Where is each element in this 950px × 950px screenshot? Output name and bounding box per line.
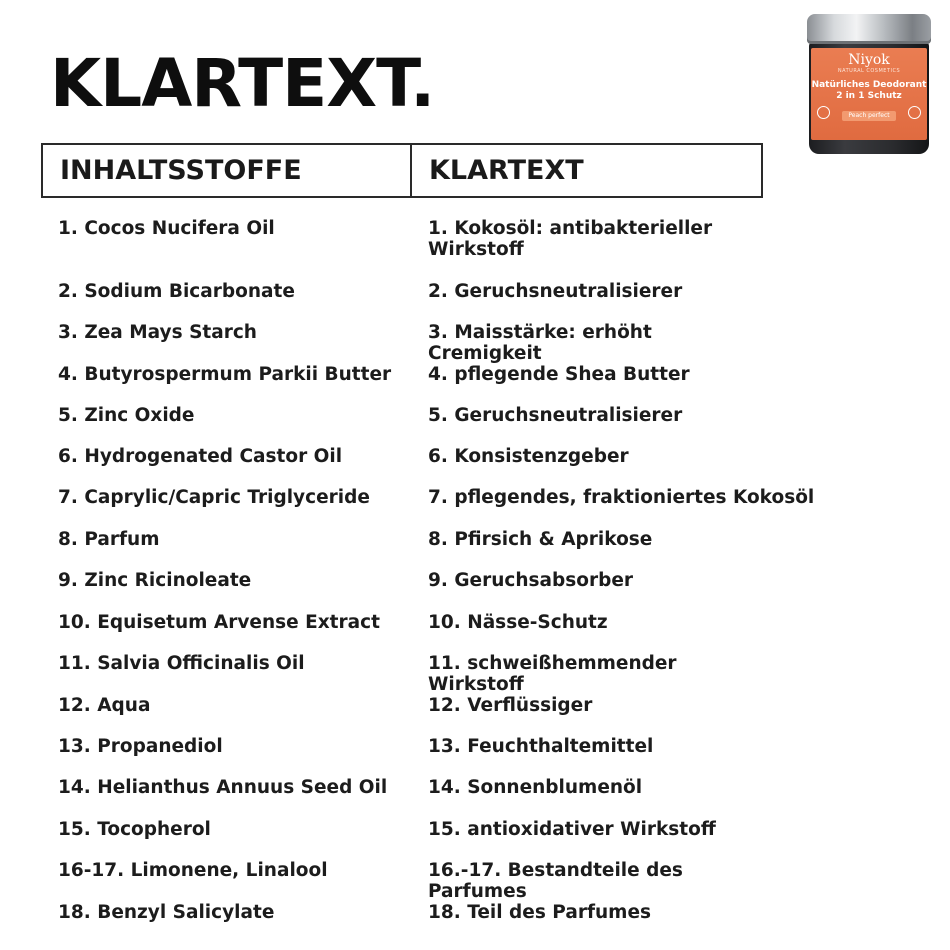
explanation-cell: 12. Verflüssiger [428,695,593,716]
ingredient-cell: 8. Parfum [58,529,160,550]
ingredient-cell: 11. Salvia Officinalis Oil [58,653,305,674]
column-header-explanation: KLARTEXT [429,155,584,186]
explanation-cell: 14. Sonnenblumenöl [428,777,643,798]
jar-product-name: Natürliches Deodorant [811,80,927,90]
explanation-cell: 11. schweißhemmender Wirkstoff [428,653,677,695]
jar-brand-text: Niyok [848,52,890,68]
explanation-cell: 18. Teil des Parfumes [428,902,652,923]
ingredient-cell: 9. Zinc Ricinoleate [58,570,252,591]
explanation-cell: 10. Nässe-Schutz [428,612,608,633]
ingredient-cell: 14. Helianthus Annuus Seed Oil [58,777,388,798]
explanation-cell: 16.-17. Bestandteile des Parfumes [428,860,683,902]
page-title: KLARTEXT. [50,45,435,122]
ingredient-cell: 15. Tocopherol [58,819,211,840]
ingredient-cell: 12. Aqua [58,695,151,716]
explanation-cell: 5. Geruchsneutralisierer [428,405,683,426]
explanation-cell: 1. Kokosöl: antibakterieller Wirkstoff [428,218,713,260]
explanation-cell: 4. pflegende Shea Butter [428,364,690,385]
ingredient-cell: 3. Zea Mays Starch [58,322,257,343]
ingredient-cell: 4. Butyrospermum Parkii Butter [58,364,392,385]
explanation-cell: 9. Geruchsabsorber [428,570,633,591]
ingredient-cell: 16-17. Limonene, Linalool [58,860,328,881]
explanation-cell: 6. Konsistenzgeber [428,446,629,467]
ingredient-cell: 2. Sodium Bicarbonate [58,281,295,302]
ingredient-cell: 13. Propanediol [58,736,223,757]
explanation-cell: 7. pflegendes, fraktioniertes Kokosöl [428,487,815,508]
explanation-cell: 13. Feuchthaltemittel [428,736,654,757]
column-header-ingredients: INHALTSSTOFFE [43,145,412,196]
ingredient-cell: 7. Caprylic/Capric Triglyceride [58,487,370,508]
jar-product-claim: 2 in 1 Schutz [836,91,902,101]
explanation-cell: 15. antioxidativer Wirkstoff [428,819,716,840]
ingredient-cell: 1. Cocos Nucifera Oil [58,218,275,239]
ingredient-cell: 18. Benzyl Salicylate [58,902,275,923]
explanation-cell: 3. Maisstärke: erhöht Cremigkeit [428,322,652,364]
ingredient-cell: 5. Zinc Oxide [58,405,195,426]
jar-tagline-text: NATURAL COSMETICS [837,68,901,74]
ingredient-cell: 6. Hydrogenated Castor Oil [58,446,343,467]
ingredient-cell: 10. Equisetum Arvense Extract [58,612,380,633]
explanation-cell: 2. Geruchsneutralisierer [428,281,683,302]
jar-variant-badge: Peach perfect [842,111,895,121]
explanation-cell: 8. Pfirsich & Aprikose [428,529,653,550]
